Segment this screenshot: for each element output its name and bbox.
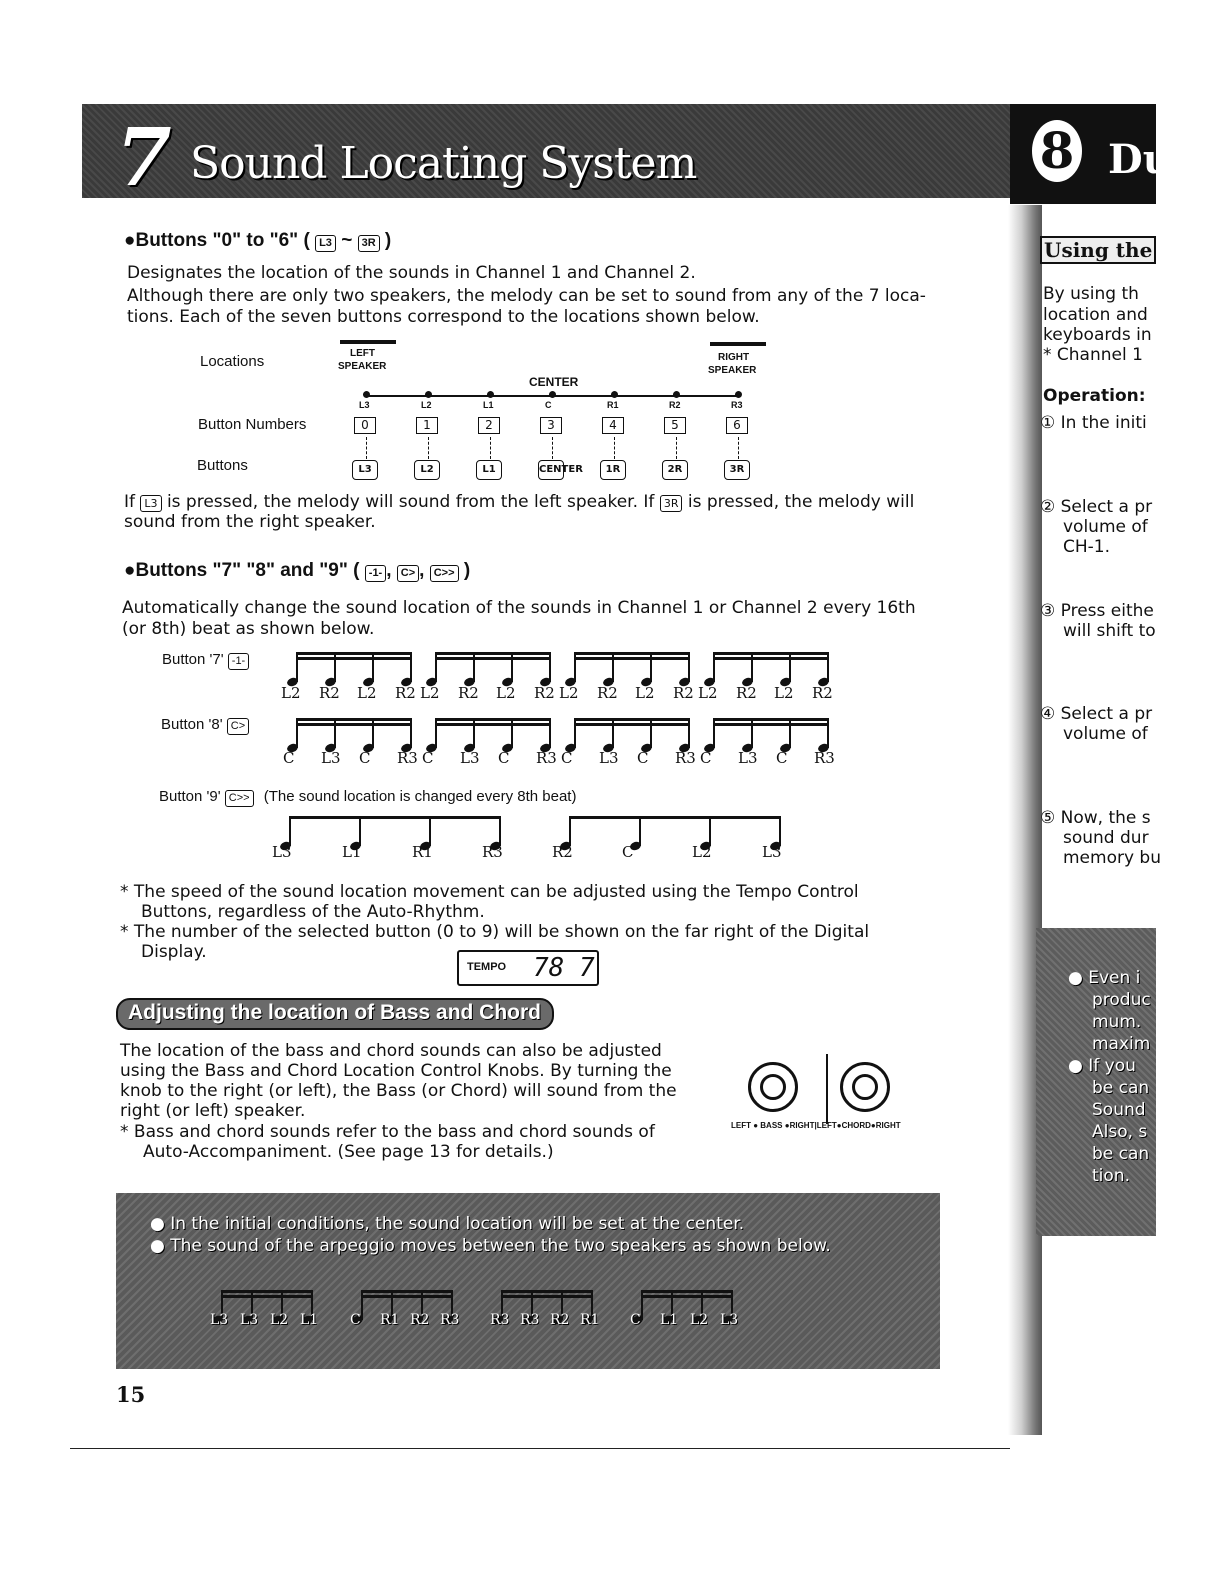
buttons-7-9-heading: ●Buttons "7" "8" and "9" ( -1- , C> , C>> ): [124, 560, 471, 581]
arp-location-label: L1: [300, 1312, 319, 1328]
button7-label: Button '7' -1-: [162, 651, 249, 670]
location-dot: [548, 390, 557, 399]
b8-location-label: C: [283, 749, 295, 767]
arp-location-label: L3: [240, 1312, 259, 1328]
right-speaker-line1: RIGHT: [718, 352, 750, 363]
after-diagram-line2: sound from the right speaker.: [124, 512, 376, 532]
location-mark: R3: [731, 400, 743, 410]
location-mark: R2: [669, 400, 681, 410]
dashed-connector: [428, 437, 430, 459]
b9-location-label: R3: [482, 843, 503, 861]
knob-labels: LEFT ● BASS ●RIGHT|LEFT●CHORD●RIGHT: [731, 1121, 901, 1130]
left-speaker-line2: SPEAKER: [338, 361, 387, 372]
chord-location-knob[interactable]: [840, 1062, 890, 1112]
b7-beam: [435, 652, 551, 655]
b8-beam: [574, 723, 690, 726]
info-line2: ● The sound of the arpeggio moves between the two speakers as shown below.: [150, 1236, 831, 1256]
tempo-label: TEMPO: [467, 961, 507, 973]
adjust-p4: right (or left) speaker.: [120, 1101, 306, 1121]
left-speaker-line1: LEFT: [350, 348, 375, 359]
location-mark: C: [545, 400, 552, 410]
b8-location-label: C: [776, 749, 788, 767]
b8-beam: [713, 723, 829, 726]
dashed-connector: [676, 437, 678, 459]
right-operation: Operation:: [1043, 386, 1146, 406]
b8-beam: [435, 723, 551, 726]
b9-note-stem: [289, 816, 291, 846]
b7-location-label: L2: [635, 684, 655, 702]
section1-para1: Designates the location of the sounds in Channel 1 and Channel 2.: [127, 263, 696, 283]
b9-location-label: L3: [762, 843, 782, 861]
bottom-rule: [70, 1448, 1010, 1449]
b9-note-stem: [429, 816, 431, 846]
right-note-line: Also, s: [1092, 1122, 1148, 1142]
section-title: Sound Locating System: [190, 138, 697, 189]
b7-location-label: R2: [395, 684, 416, 702]
adjust-p6: Auto-Accompaniment. (See page 13 for details.): [143, 1142, 554, 1162]
b7-location-label: L2: [698, 684, 718, 702]
section2-para2: (or 8th) beat as shown below.: [122, 619, 375, 639]
page-gutter: [1008, 205, 1042, 1435]
location-button[interactable]: 1R: [600, 460, 626, 480]
right-speaker-bar: [710, 342, 766, 346]
b8-location-label: R3: [397, 749, 418, 767]
b7-location-label: L2: [357, 684, 377, 702]
right-note-line: be can: [1092, 1078, 1150, 1098]
location-button[interactable]: L3: [352, 460, 378, 480]
buttons-label: Buttons: [197, 457, 248, 474]
locations-label: Locations: [200, 353, 265, 370]
page-number: 15: [116, 1382, 146, 1407]
dashed-connector: [366, 437, 368, 459]
b9-note-stem: [639, 816, 641, 846]
arp-location-label: R2: [410, 1312, 430, 1328]
section1-para2: Although there are only two speakers, the melody can be set to sound from any of the 7 loca-: [127, 286, 926, 306]
location-mark: R1: [607, 400, 619, 410]
arp-beam: [641, 1290, 733, 1293]
button-numbers-label: Button Numbers: [198, 416, 307, 433]
dashed-connector: [552, 437, 554, 459]
location-button[interactable]: 3R: [724, 460, 750, 480]
adjust-p5: * Bass and chord sounds refer to the bass and chord sounds of: [120, 1122, 655, 1142]
b8-location-label: L3: [460, 749, 480, 767]
b9-note-stem: [499, 816, 501, 846]
center-label: CENTER: [529, 375, 579, 389]
arp-beam: [361, 1290, 453, 1293]
b8-location-label: C: [700, 749, 712, 767]
location-button[interactable]: L1: [476, 460, 502, 480]
right-step-line: volume of: [1063, 724, 1148, 744]
location-dot: [672, 390, 681, 399]
buttons-0-6-heading: ●Buttons "0" to "6" ( L3 ~ 3R ): [124, 230, 392, 251]
button-number-box: 4: [602, 417, 624, 434]
button-number-box: 6: [726, 417, 748, 434]
right-step-line: will shift to: [1063, 621, 1156, 641]
b8-location-label: C: [637, 749, 649, 767]
b8-location-label: C: [498, 749, 510, 767]
b9-note-stem: [779, 816, 781, 846]
b8-location-label: R3: [675, 749, 696, 767]
b8-location-label: L3: [738, 749, 758, 767]
arp-location-label: L3: [210, 1312, 229, 1328]
b7-beam: [713, 652, 829, 655]
arp-location-label: C: [630, 1312, 641, 1328]
right-step-line: volume of: [1063, 517, 1148, 537]
arp-beam: [501, 1295, 593, 1298]
right-note-line: Sound: [1092, 1100, 1146, 1120]
right-step-line: ③ Press eithe: [1040, 601, 1154, 621]
right-step-line: sound dur: [1063, 828, 1149, 848]
dashed-connector: [614, 437, 616, 459]
dashed-connector: [490, 437, 492, 459]
location-dot: [610, 390, 619, 399]
b7-location-label: R2: [597, 684, 618, 702]
b9-location-label: L2: [692, 843, 712, 861]
b7-location-label: L2: [281, 684, 301, 702]
right-line-3: * Channel 1: [1043, 345, 1143, 365]
left-speaker-bar: [340, 340, 396, 344]
arp-beam: [221, 1295, 313, 1298]
adjust-p1: The location of the bass and chord sounds can also be adjusted: [120, 1041, 662, 1061]
adjust-heading-box: [116, 998, 554, 1030]
button9-label: Button '9' C>> (The sound location is changed every 8th beat): [159, 788, 577, 805]
arp-beam: [221, 1290, 313, 1293]
arp-location-label: R3: [520, 1312, 540, 1328]
arp-beam: [501, 1290, 593, 1293]
b7-location-label: L2: [774, 684, 794, 702]
note1-line2: Buttons, regardless of the Auto-Rhythm.: [141, 902, 485, 922]
arp-beam: [641, 1295, 733, 1298]
b7-location-label: L2: [496, 684, 516, 702]
arp-location-label: R1: [580, 1312, 600, 1328]
button8-label: Button '8' C>: [161, 716, 249, 735]
tempo-button-number: 7: [579, 953, 595, 983]
location-dot: [734, 390, 743, 399]
b8-beam: [296, 718, 412, 721]
button-number-box: 2: [478, 417, 500, 434]
b8-beam: [574, 718, 690, 721]
right-page-heading: Using the: [1040, 236, 1156, 264]
b9-note-stem: [359, 816, 361, 846]
right-note-line: ● Even i: [1068, 968, 1141, 988]
location-button[interactable]: L2: [414, 460, 440, 480]
bass-location-knob[interactable]: [748, 1062, 798, 1112]
b9-note-stem: [569, 816, 571, 846]
b8-location-label: C: [561, 749, 573, 767]
note1-line1: * The speed of the sound location movement can be adjusted using the Tempo Control: [120, 882, 859, 902]
arp-location-label: R1: [380, 1312, 400, 1328]
b8-location-label: R3: [814, 749, 835, 767]
section-number: 7: [116, 110, 172, 204]
right-note-line: ● If you: [1068, 1056, 1136, 1076]
right-step-line: ① In the initi: [1040, 413, 1147, 433]
b7-beam: [574, 657, 690, 660]
info-line1: ● In the initial conditions, the sound location will be set at the center.: [150, 1214, 745, 1234]
location-mark: L2: [421, 400, 432, 410]
b7-location-label: R2: [673, 684, 694, 702]
location-dot: [486, 390, 495, 399]
b7-location-label: R2: [319, 684, 340, 702]
arp-location-label: L1: [660, 1312, 679, 1328]
b8-location-label: R3: [536, 749, 557, 767]
b7-location-label: L2: [420, 684, 440, 702]
note2-line2: Display.: [141, 942, 207, 962]
right-line-2: keyboards in: [1043, 325, 1152, 345]
right-step-line: ⑤ Now, the s: [1040, 808, 1151, 828]
b7-beam: [574, 652, 690, 655]
section1-para3: tions. Each of the seven buttons correspond to the locations shown below.: [127, 307, 760, 327]
right-note-line: tion.: [1092, 1166, 1130, 1186]
right-step-line: CH-1.: [1063, 537, 1111, 557]
tempo-display: [457, 950, 599, 986]
right-step-line: ② Select a pr: [1040, 497, 1153, 517]
b8-beam: [713, 718, 829, 721]
location-dot: [362, 390, 371, 399]
b7-beam: [435, 657, 551, 660]
b9-location-label: L3: [272, 843, 292, 861]
arp-location-label: R2: [550, 1312, 570, 1328]
location-mark: L3: [359, 400, 370, 410]
arp-location-label: L2: [690, 1312, 709, 1328]
right-note-line: mum.: [1092, 1012, 1142, 1032]
tempo-value: 78: [533, 953, 565, 983]
right-speaker-line2: SPEAKER: [708, 365, 757, 376]
b8-beam: [296, 723, 412, 726]
b8-location-label: C: [422, 749, 434, 767]
right-step-line: memory bu: [1063, 848, 1161, 868]
right-line-0: By using th: [1043, 284, 1139, 304]
b9-location-label: L1: [342, 843, 362, 861]
b7-beam: [296, 657, 412, 660]
b9-location-label: R2: [552, 843, 573, 861]
b9-beam: [569, 816, 781, 819]
arp-location-label: R3: [440, 1312, 460, 1328]
location-button[interactable]: 2R: [662, 460, 688, 480]
b9-location-label: C: [622, 843, 634, 861]
b7-beam: [713, 657, 829, 660]
right-note-line: produc: [1092, 990, 1151, 1010]
location-mark: L1: [483, 400, 494, 410]
adjust-p2: using the Bass and Chord Location Control Knobs. By turning the: [120, 1061, 672, 1081]
dashed-connector: [738, 437, 740, 459]
arp-location-label: L3: [720, 1312, 739, 1328]
right-note-line: maxim: [1092, 1034, 1151, 1054]
arp-location-label: C: [350, 1312, 361, 1328]
b8-location-label: L3: [321, 749, 341, 767]
button-number-box: 3: [540, 417, 562, 434]
arp-beam: [361, 1295, 453, 1298]
after-diagram-line1: If L3 is pressed, the melody will sound from the left speaker. If 3R is pressed, the melody will: [124, 492, 915, 512]
next-section-title: Du: [1108, 136, 1172, 183]
adjust-heading: Adjusting the location of Bass and Chord: [128, 1001, 542, 1024]
next-section-number: 8: [1032, 120, 1082, 182]
b7-location-label: R2: [812, 684, 833, 702]
b8-beam: [435, 718, 551, 721]
b8-location-label: C: [359, 749, 371, 767]
b7-location-label: R2: [736, 684, 757, 702]
arp-location-label: R3: [490, 1312, 510, 1328]
location-dot: [424, 390, 433, 399]
b8-location-label: L3: [599, 749, 619, 767]
b7-location-label: R2: [534, 684, 555, 702]
button-number-box: 1: [416, 417, 438, 434]
adjust-p3: knob to the right (or left), the Bass (or Chord) will sound from the: [120, 1081, 677, 1101]
section2-para1: Automatically change the sound location of the sounds in Channel 1 or Channel 2 every 16th: [122, 598, 916, 618]
knob-divider: [826, 1054, 828, 1124]
button-number-box: 0: [354, 417, 376, 434]
b9-note-stem: [709, 816, 711, 846]
right-step-line: ④ Select a pr: [1040, 704, 1153, 724]
arp-location-label: L2: [270, 1312, 289, 1328]
button-number-box: 5: [664, 417, 686, 434]
right-note-line: be can: [1092, 1144, 1150, 1164]
b7-location-label: R2: [458, 684, 479, 702]
b9-location-label: R1: [412, 843, 433, 861]
b7-beam: [296, 652, 412, 655]
b7-location-label: L2: [559, 684, 579, 702]
right-line-1: location and: [1043, 305, 1148, 325]
note2-line1: * The number of the selected button (0 to 9) will be shown on the far right of the Digital: [120, 922, 870, 942]
b9-beam: [289, 816, 501, 819]
location-button[interactable]: CENTER: [538, 460, 564, 480]
